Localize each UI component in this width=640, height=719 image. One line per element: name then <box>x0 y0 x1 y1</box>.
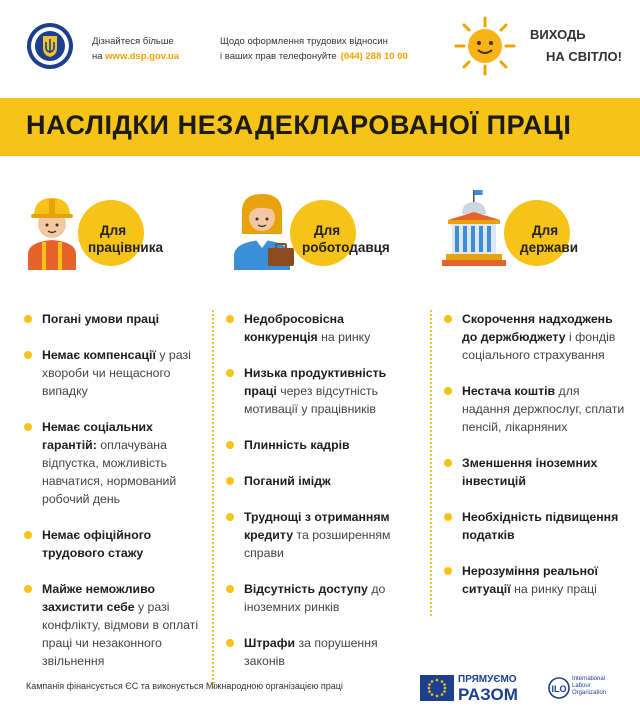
column-title-state <box>520 222 578 256</box>
item-bold: Відсутність доступу <box>244 582 368 596</box>
column-title-worker <box>88 222 163 256</box>
column-header-worker <box>18 186 218 282</box>
eu-slogan <box>458 674 518 704</box>
title-banner <box>0 98 640 156</box>
funding-text: Кампанія фінансується ЄС та виконується Міжнародною організацією праці <box>26 681 343 691</box>
item-bold: Погані умови праці <box>42 312 159 326</box>
list-item <box>442 382 626 436</box>
item-bold: Немає соціальних гарантій: <box>42 420 153 452</box>
footer <box>0 668 640 708</box>
item-text: на ринку <box>321 330 371 344</box>
eu-line1: ПРЯМУЄМО <box>458 674 517 685</box>
contact-line1: Щодо оформлення трудових відносин <box>220 36 388 47</box>
ilo-logo <box>548 672 626 704</box>
item-bold: Зменшення іноземних інвестицій <box>462 456 598 488</box>
slogan <box>530 24 622 68</box>
column-header-state <box>440 186 640 282</box>
phone-number[interactable]: (044) 288 10 00 <box>340 51 408 62</box>
ilo-line1: International <box>572 676 606 682</box>
item-bold: Необхідність підвищення податків <box>462 510 619 542</box>
list-item <box>224 364 416 418</box>
list-item <box>22 346 202 400</box>
eu-flag-icon <box>420 675 454 701</box>
employer-icon <box>228 186 296 270</box>
worker-icon <box>18 186 86 270</box>
header <box>0 0 640 92</box>
list-item <box>224 310 416 346</box>
item-text: у разі конфлікту, відмови в оплаті праці чи незаконного звільнення <box>42 600 199 668</box>
item-bold: Майже неможливо захистити себе <box>42 582 155 614</box>
on-prefix: на <box>92 51 103 62</box>
column-title-line2: держави <box>520 240 578 255</box>
column-title-line1: Для <box>532 223 559 238</box>
item-bold: Плинність кадрів <box>244 438 350 452</box>
item-bold: Низька продуктивність праці <box>244 366 387 398</box>
government-building-icon <box>440 186 508 270</box>
list-item <box>442 562 626 598</box>
learn-more-block <box>92 34 179 64</box>
item-bold: Немає офіційного трудового стажу <box>42 528 152 560</box>
ilo-line3: Organization <box>572 690 607 696</box>
item-bold: Нерозуміння реальної ситуації <box>462 564 598 596</box>
ilo-logo-icon <box>548 677 570 699</box>
item-text: та розширенням справи <box>244 528 391 560</box>
item-text: у разі хвороби чи нещасного випадку <box>42 348 191 398</box>
list-item <box>224 436 416 454</box>
site-url-link[interactable]: www.dsp.gov.ua <box>105 51 180 62</box>
column-title-line2: працівника <box>88 240 163 255</box>
list-item <box>22 310 202 328</box>
list-item <box>224 634 416 670</box>
list-item <box>22 418 202 508</box>
column-title-line1: Для <box>100 223 127 238</box>
ilo-line2: Labour <box>572 683 591 689</box>
item-bold: Штрафи <box>244 636 296 650</box>
item-bold: Нестача коштів <box>462 384 556 398</box>
slogan-line2: НА СВІТЛО! <box>546 49 622 64</box>
column-header-employer <box>228 186 428 282</box>
list-item <box>224 508 416 562</box>
list-item <box>22 580 202 670</box>
eu-line2: РАЗОМ <box>458 685 518 704</box>
item-text: до іноземних ринків <box>244 582 386 614</box>
item-text: і фондів соціального страхування <box>462 330 616 362</box>
ilo-name <box>572 676 606 697</box>
page-title: НАСЛІДКИ НЕЗАДЕКЛАРОВАНОЇ ПРАЦІ <box>26 110 572 140</box>
item-text: за порушення законів <box>244 636 378 668</box>
item-bold: Немає компенсації <box>42 348 156 362</box>
item-bold: Скорочення надходжень до держбюджету <box>462 312 613 344</box>
item-text: оплачувана відпустка, можливість навчатися, нормований робочий день <box>42 438 177 506</box>
list-item <box>442 310 626 364</box>
column-title-employer <box>302 222 390 256</box>
column-title-line1: Для <box>314 223 341 238</box>
list-item <box>22 526 202 562</box>
sun-mascot-icon <box>452 16 518 76</box>
item-bold: Поганий імідж <box>244 474 331 488</box>
eu-logo <box>420 672 520 704</box>
list-item <box>442 454 626 490</box>
column-title-line2: роботодавця <box>302 240 390 255</box>
item-text: для надання держпослуг, сплати пенсій, лікарняних <box>462 384 625 434</box>
item-bold: Труднощі з отриманням кредиту <box>244 510 390 542</box>
list-item <box>224 472 416 490</box>
learn-more-text: Дізнайтеся більше <box>92 36 174 47</box>
worker-consequences-list <box>22 310 202 688</box>
slogan-line1: ВИХОДЬ <box>530 27 586 42</box>
list-item <box>224 580 416 616</box>
list-item <box>442 508 626 544</box>
item-text: через відсутність мотивації у працівників <box>244 384 378 416</box>
item-bold: Недобросовісна конкуренція <box>244 312 344 344</box>
employer-consequences-list <box>212 310 416 688</box>
state-labor-service-emblem-icon <box>26 22 74 70</box>
contact-line2: і ваших прав телефонуйте <box>220 51 337 62</box>
item-text: на ринку праці <box>514 582 597 596</box>
contact-block <box>220 34 408 64</box>
state-consequences-list <box>430 310 626 616</box>
svg-text:ILO: ILO <box>551 684 567 694</box>
